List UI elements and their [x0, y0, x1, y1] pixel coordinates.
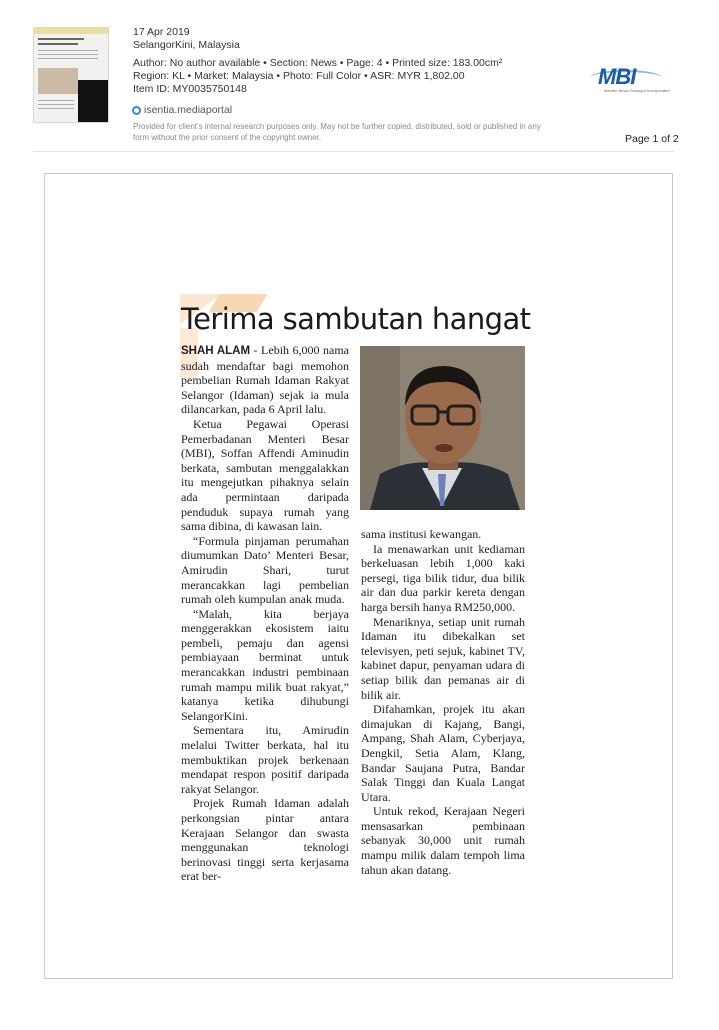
thumbnail-headline-line [38, 38, 84, 40]
article-column-1 [181, 343, 349, 884]
clipping-details-line-1: Author: No author available • Section: News • Page: 4 • Printed size: 183.00cm² [133, 57, 503, 69]
article-paragraph: Difahamkan, projek itu akan dimajukan di Kajang, Bangi, Ampang, Shah Alam, Cyberjaya, Dengkil, Setia Alam, Klang, Bandar Saujana Putra, Bandar Salak Tinggi dan Kuala Langat Utara. [361, 702, 525, 804]
article-frame [44, 173, 673, 979]
copyright-disclaimer: Provided for client's internal research purposes only. May not be further copied, distributed, sold or published in any form without the prior consent of the copyright owner. [133, 122, 541, 142]
article-paragraph: sama institusi kewangan. [361, 527, 482, 541]
thumbnail-text-line [38, 104, 74, 105]
article-headline: Terima sambutan hangat [181, 302, 531, 336]
publication-date: 17 Apr 2019 [133, 26, 190, 38]
dateline: SHAH ALAM [181, 345, 251, 357]
article-paragraph: Menariknya, setiap unit rumah Idaman itu dibekalkan set televisyen, peti sejuk, kabinet TV, kabinet dapur, penyaman udara di setiap bilik dan pemanas air di bilik air. [361, 614, 525, 702]
article-paragraph: Untuk rekod, Kerajaan Negeri mensasarkan pembinaan sebanyak 30,000 unit rumah mampu milik dalam tempoh lima tahun akan datang. [361, 804, 525, 877]
provider-brand [132, 104, 232, 116]
thumbnail-redaction-block [78, 80, 108, 122]
thumbnail-text-line [38, 108, 74, 109]
thumbnail-text-line [38, 50, 98, 51]
clipping-metadata [133, 26, 502, 96]
article-paragraph: Ketua Pegawai Operasi Pemerbadanan Menteri Besar (MBI), Soffan Affendi Aminudin berkata, sambutan menggalakkan itu mengejutkan pihaknya selain ada permintaan daripada penduduk supaya rumah yang sama dibina, di kawasan lain. [181, 416, 349, 534]
isentia-logo-icon [132, 106, 141, 115]
article-paragraph: Projek Rumah Idaman adalah perkongsian pintar antara Kerajaan Selangor dan swasta menggunakan teknologi berinovasi tinggi serta kerjasama erat ber- [181, 796, 349, 884]
mbi-logo [590, 64, 670, 96]
logo-subtext: Menteri Besar Selangor Incorporated [604, 88, 670, 93]
publication-source: SelangorKini, Malaysia [133, 39, 240, 51]
article-photo [360, 346, 525, 510]
page-indicator: Page 1 of 2 [625, 133, 679, 145]
item-id: Item ID: MY0035750148 [133, 83, 247, 95]
article-paragraph: “Malah, kita berjaya menggerakkan ekosistem iaitu pembeli, pemaju dan agensi pembiayaan berminat untuk merancakkan industri pembinaan rumah mampu milik buat rakyat,” katanya ketika dihubungi SelangorKini. [181, 606, 349, 723]
article-paragraph: “Formula pinjaman perumahan diumumkan Dato’ Menteri Besar, Amirudin Shari, turut merancakkan lagi pembelian rumah oleh kumpulan anak muda. [181, 533, 349, 607]
thumbnail-headline-line [38, 43, 78, 45]
lead-paragraph [181, 343, 349, 417]
provider-name: isentia.mediaportal [144, 104, 233, 116]
logo-text: MBI [598, 64, 636, 89]
article-paragraph: Sementara itu, Amirudin melalui Twitter berkata, hal itu membuktikan projek berkenaan mendapat respon positif daripada rakyat Selangor. [181, 723, 349, 796]
article-paragraph: Ia menawarkan unit kediaman berkeluasan lebih 1,000 kaki persegi, tiga bilik tidur, dua bilik air dan dua parkir kereta dengan harga bersih hanya RM250,000. [361, 541, 525, 614]
article-column-2 [361, 527, 525, 877]
thumbnail-masthead [34, 28, 108, 34]
thumbnail-text-line [38, 58, 98, 59]
thumbnail-photo [38, 68, 78, 94]
clipping-thumbnail[interactable] [33, 27, 109, 123]
thumbnail-text-line [38, 100, 74, 101]
lead-text: - Lebih 6,000 nama sudah mendaftar bagi memohon pembelian Rumah Idaman Rakyat Selangor (Idaman) sejak ia mula dilancarkan, pada 6 April lalu. [181, 343, 349, 417]
clipping-details-line-2: Region: KL • Market: Malaysia • Photo: Full Color • ASR: MYR 1,802.00 [133, 70, 465, 82]
portrait-illustration [360, 346, 525, 510]
header-divider [33, 151, 674, 152]
thumbnail-text-line [38, 54, 98, 55]
